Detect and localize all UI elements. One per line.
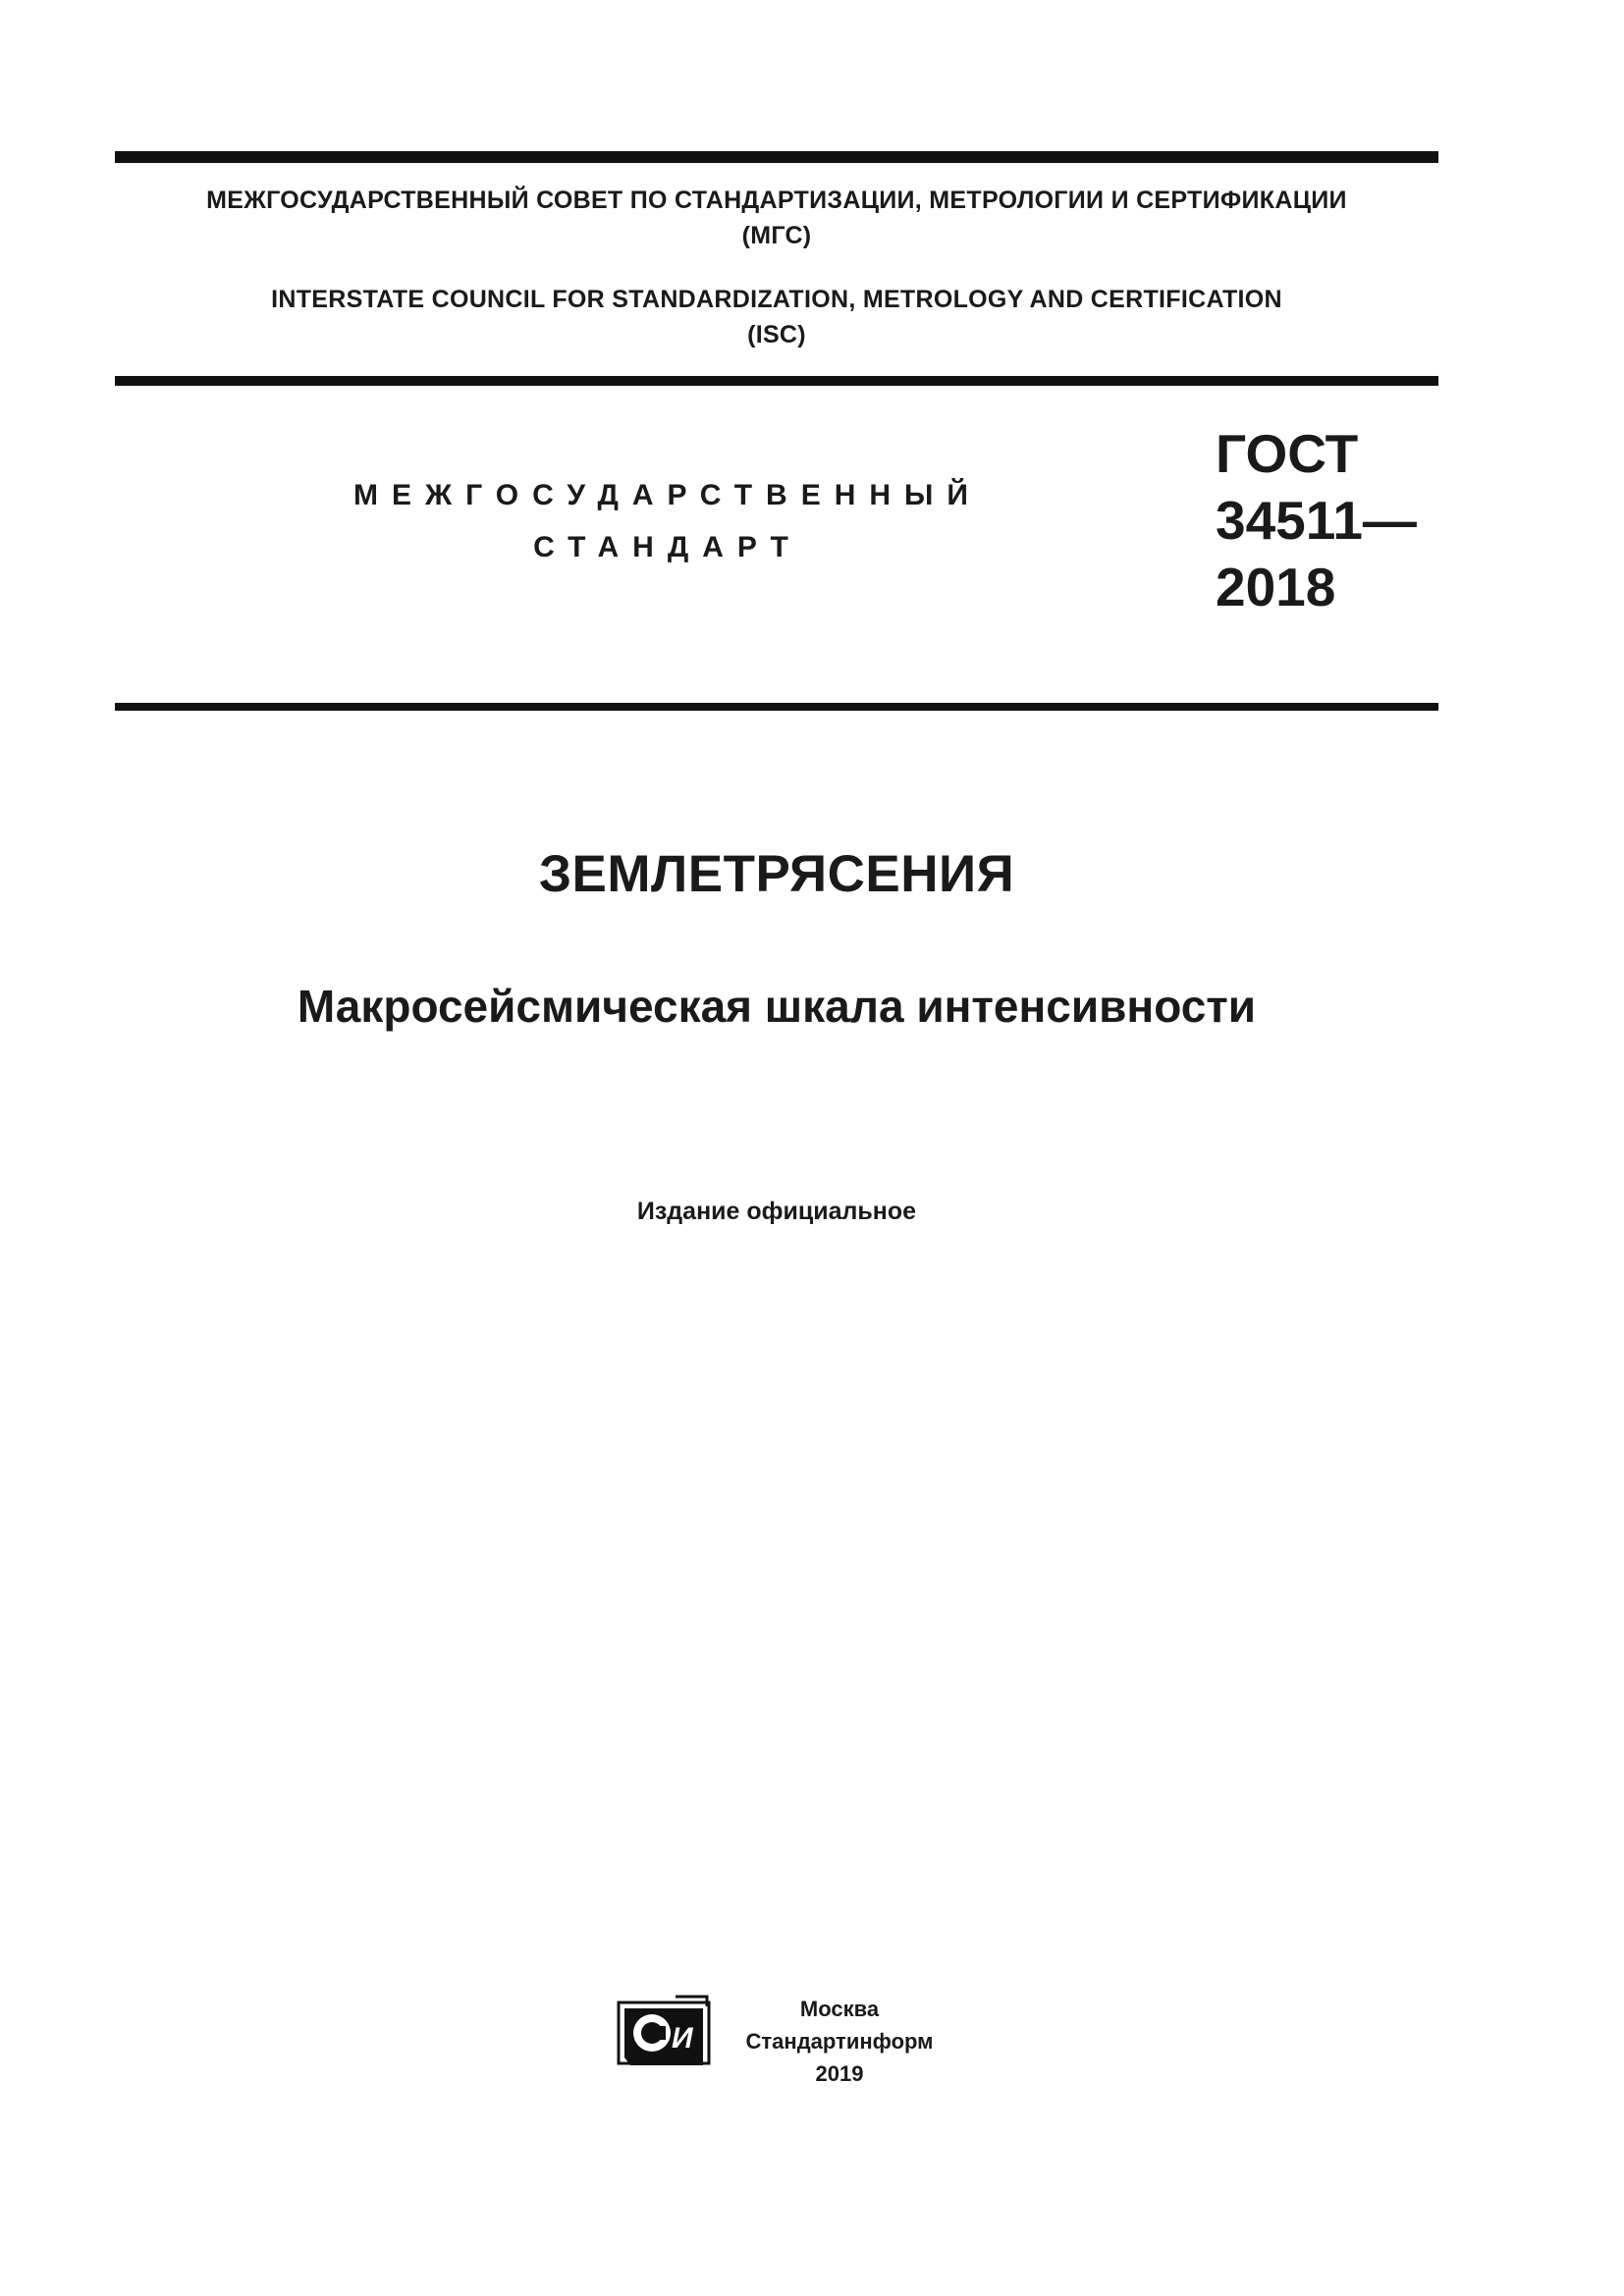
publisher-info xyxy=(727,1993,952,2090)
standard-type xyxy=(295,469,1041,573)
publisher-year: 2019 xyxy=(815,2061,864,2086)
lower-rule xyxy=(115,703,1438,711)
publisher-logo-letter: И xyxy=(672,2022,693,2055)
document-subtitle: Макросейсмическая шкала интенсивности xyxy=(297,981,1257,1032)
publisher-logo-icon xyxy=(617,1993,711,2071)
council-name-ru xyxy=(115,183,1438,253)
edition-note: Издание официальное xyxy=(636,1198,917,1225)
council-name-en-line: INTERSTATE COUNCIL FOR STANDARDIZATION, METROLOGY AND CERTIFICATION xyxy=(271,286,1282,313)
designation-year: 2018 xyxy=(1216,557,1336,617)
top-rule xyxy=(115,151,1438,163)
council-abbr-ru: (МГС) xyxy=(741,222,812,249)
publisher-city: Москва xyxy=(799,1997,880,2021)
standard-type-line1: МЕЖГОСУДАРСТВЕННЫЙ xyxy=(353,479,982,511)
document-title: ЗЕМЛЕТРЯСЕНИЯ xyxy=(538,845,1015,903)
council-name-en xyxy=(115,282,1438,352)
designation-prefix: ГОСТ xyxy=(1216,423,1359,484)
council-name-ru-line: МЕЖГОСУДАРСТВЕННЫЙ СОВЕТ ПО СТАНДАРТИЗАЦИИ, МЕТРОЛОГИИ И СЕРТИФИКАЦИИ xyxy=(206,187,1347,214)
middle-rule xyxy=(115,376,1438,386)
standard-type-line2: СТАНДАРТ xyxy=(533,531,802,563)
council-abbr-en: (ISC) xyxy=(747,321,806,348)
standard-designation xyxy=(1216,420,1417,620)
publisher-name: Стандартинформ xyxy=(745,2029,934,2054)
designation-number: 34511— xyxy=(1216,490,1417,551)
